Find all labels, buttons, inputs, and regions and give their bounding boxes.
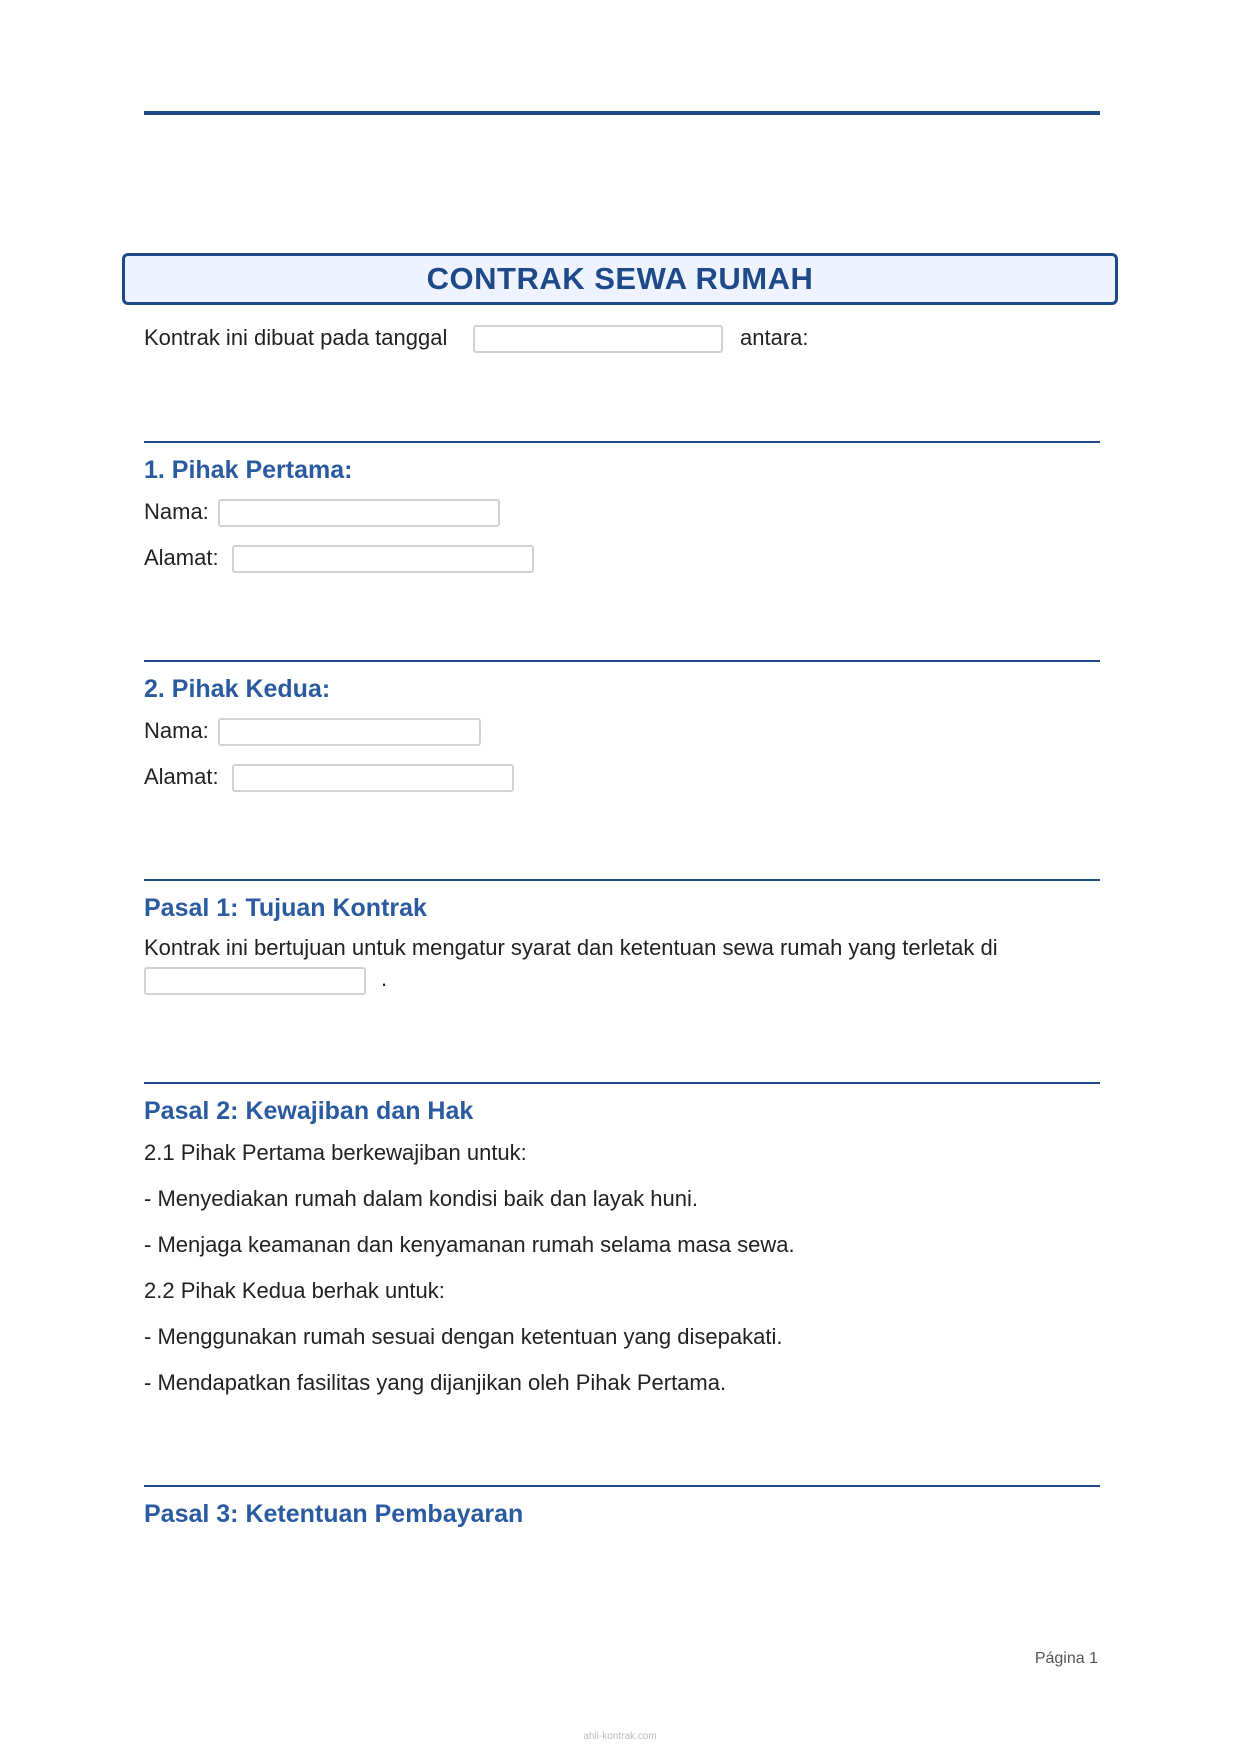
pihak-kedua-heading: 2. Pihak Kedua: — [144, 675, 331, 703]
pihak-kedua-nama-label: Nama: — [144, 718, 209, 743]
section-divider — [144, 879, 1100, 881]
section-divider — [144, 1082, 1100, 1084]
pasal2-line: - Mendapatkan fasilitas yang dijanjikan oleh Pihak Pertama. — [144, 1370, 727, 1395]
pasal2-line: - Menjaga keamanan dan kenyamanan rumah selama masa sewa. — [144, 1232, 795, 1257]
pihak-kedua-nama-field[interactable] — [218, 718, 481, 746]
header-rule — [144, 111, 1100, 115]
intro-text: Kontrak ini dibuat pada tanggal — [144, 325, 448, 350]
section-divider — [144, 660, 1100, 662]
pasal2-line: - Menyediakan rumah dalam kondisi baik dan layak huni. — [144, 1186, 698, 1211]
pasal2-line: 2.1 Pihak Pertama berkewajiban untuk: — [144, 1140, 527, 1165]
pihak-pertama-nama-label: Nama: — [144, 499, 209, 524]
page-number: Página 1 — [1034, 1650, 1098, 1667]
lokasi-field[interactable] — [144, 967, 366, 995]
pihak-pertama-nama-field[interactable] — [218, 499, 500, 527]
pihak-pertama-heading: 1. Pihak Pertama: — [144, 456, 353, 484]
intro-antara: antara: — [740, 325, 809, 350]
section-divider — [144, 441, 1100, 443]
watermark: ahli-kontrak.com — [583, 1731, 657, 1742]
section-divider — [144, 1485, 1100, 1487]
pasal2-line: 2.2 Pihak Kedua berhak untuk: — [144, 1278, 445, 1303]
pihak-kedua-alamat-label: Alamat: — [144, 764, 219, 789]
pasal1-text: Kontrak ini bertujuan untuk mengatur syarat dan ketentuan sewa rumah yang terletak di — [144, 935, 998, 960]
pihak-pertama-alamat-field[interactable] — [232, 545, 534, 573]
pasal2-heading: Pasal 2: Kewajiban dan Hak — [144, 1097, 474, 1125]
pasal1-heading: Pasal 1: Tujuan Kontrak — [144, 894, 427, 922]
pihak-pertama-alamat-label: Alamat: — [144, 545, 219, 570]
pasal2-line: - Menggunakan rumah sesuai dengan ketentuan yang disepakati. — [144, 1324, 783, 1349]
date-field[interactable] — [473, 325, 723, 353]
pasal1-period: . — [381, 966, 388, 991]
pasal3-heading: Pasal 3: Ketentuan Pembayaran — [144, 1500, 524, 1528]
pihak-kedua-alamat-field[interactable] — [232, 764, 514, 792]
document-title: CONTRAK SEWA RUMAH — [426, 261, 814, 296]
title-box — [122, 253, 1118, 305]
